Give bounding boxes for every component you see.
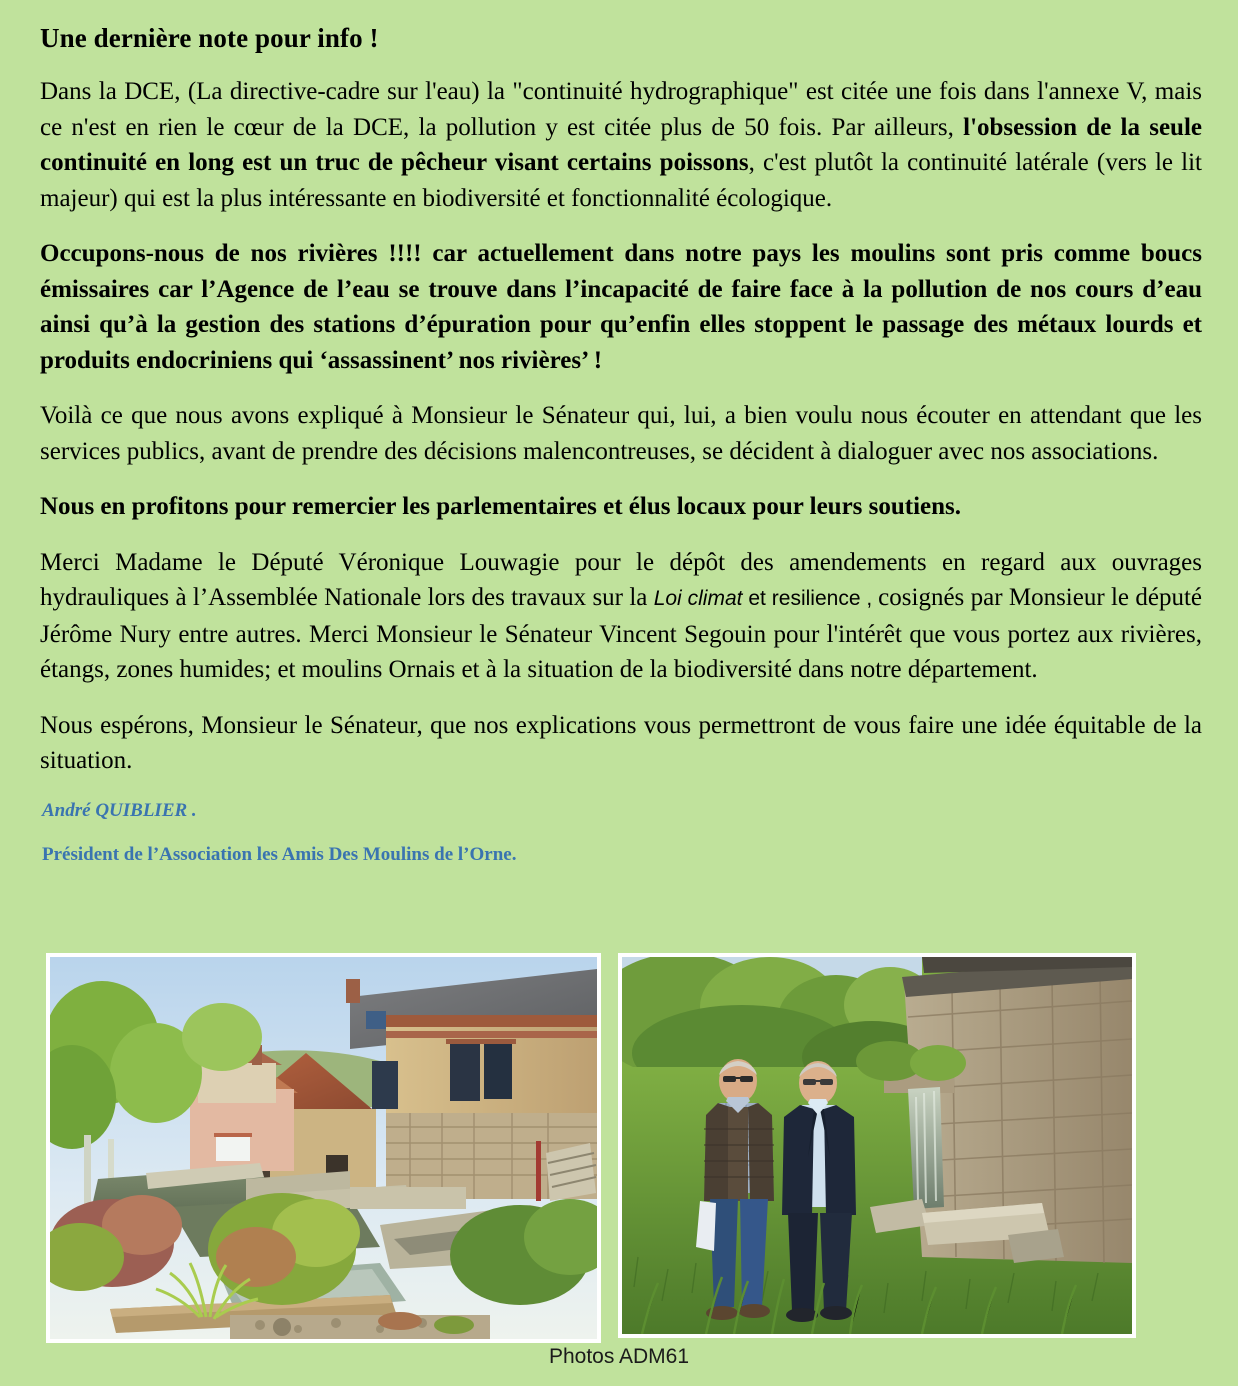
paragraph-dce <box>40 74 1202 216</box>
watermill-photo-image <box>50 957 597 1339</box>
paragraph-senateur: Voilà ce que nous avons expliqué à Monsieur le Sénateur qui, lui, a bien voulu nous écouter en attendant que les services publics, avant de prendre des décisions malencontreuses, se décident à dialoguer avec nos associations. <box>40 402 1202 465</box>
paragraph-dce-bold: l'obsession de la seule continuité en long est un truc de pêcheur visant certains poissons <box>40 113 1202 177</box>
two-men-photo <box>618 953 1136 1338</box>
paragraph-dce-text-2: , c'est plutôt la continuité latérale (vers le lit majeur) qui est la plus intéressante en biodiversité et fonctionnalité écologique. <box>40 149 1202 212</box>
photo-row <box>40 948 1202 1340</box>
paragraph-remerciements: Nous en profitons pour remercier les parlementaires et élus locaux pour leurs soutiens. <box>40 493 962 521</box>
two-men-photo-image <box>622 957 1132 1334</box>
loi-climat-italic: Loi climat <box>653 587 743 611</box>
paragraph-merci-text-1: Merci Madame le Député Véronique Louwagie pour le dépôt des amendements en regard aux ouvrages hydrauliques à l’Assemblée Nationale lors des travaux sur la <box>40 548 1202 612</box>
et-resilience-text: et resilience , <box>742 587 879 611</box>
signature-role: Président de l’Association les Amis Des Moulins de l’Orne. <box>42 843 517 865</box>
signature-name: André QUIBLIER . <box>42 799 197 821</box>
paragraph-merci-depute <box>40 545 1202 688</box>
document-body <box>40 22 1202 867</box>
paragraph-rivieres: Occupons-nous de nos rivières !!!! car actuellement dans notre pays les moulins sont pris comme boucs émissaires car l’Agence de l’eau se trouve dans l’incapacité de faire face à la pollution de nos cours d’eau ainsi qu’à la gestion des stations d’épuration pour qu’enfin elles stoppent le passage des métaux lourds et produits endocriniens qui ‘assassinent’ nos rivières’ ! <box>40 240 1202 374</box>
watermill-photo <box>46 953 601 1343</box>
page-title: Une dernière note pour info ! <box>40 23 379 53</box>
paragraph-esperons: Nous espérons, Monsieur le Sénateur, que nos explications vous permettront de vous faire une idée équitable de la situation. <box>40 711 1202 775</box>
photo-credit-caption: Photos ADM61 <box>548 1345 690 1368</box>
paragraph-dce-text-1: Dans la DCE, (La directive-cadre sur l'eau) la "continuité hydrographique" est citée une fois dans l'annexe V, mais ce n'est en rien le cœur de la DCE, la pollution y est citée plus de 50 fois. Par ailleurs, <box>40 78 1202 141</box>
paragraph-merci-text-2: cosignés par Monsieur le député Jérôme Nury entre autres. Merci Monsieur le Sénateur Vincent Segouin pour l'intérêt que vous portez aux rivières, étangs, zones humides; et moulins Ornais et à la situation de la biodiversité dans notre département. <box>40 584 1202 684</box>
